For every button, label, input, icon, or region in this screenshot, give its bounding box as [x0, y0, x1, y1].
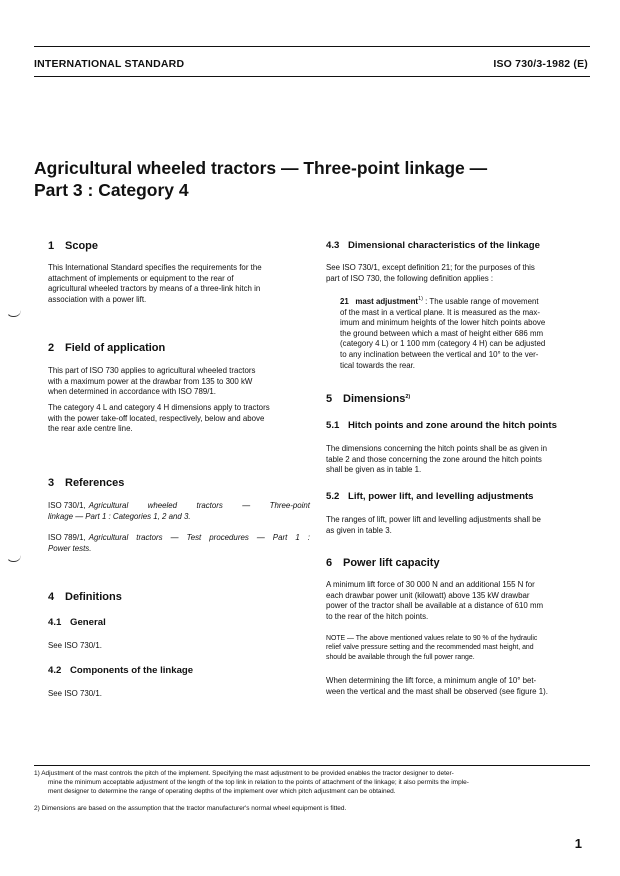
section-4-2-heading: 4.2 Components of the linkage [48, 665, 194, 676]
section-2-paragraph-1: This part of ISO 730 applies to agricultural wheeled tractors with a maximum power at the drawbar from 135 to 300 kW when determined in accordance with ISO 789/1. [48, 366, 256, 397]
footnote-separator [34, 765, 590, 766]
document-title [34, 157, 594, 201]
definition-21-mast-adjustment: 21 mast adjustment$^{1)}$ : The usable range of movement of the mast in a vertical plane. It is measured as the max- imum and minimum heights of the lower hitch points above the ground between which a mast of height either 686 mm (category 4 L) or 1 100 mm (category 4 H) can be adjusted to any inclination between the vertical and 10° to the ver- tical towards the rear. [340, 296, 546, 370]
section-2-paragraph-2: The category 4 L and category 4 H dimensions apply to tractors with the power take-off located, respectively, below and above the rear axle centre line. [48, 403, 270, 434]
header-bottom-rule [34, 76, 590, 77]
standard-number-label: ISO 730/3-1982 (E) [493, 58, 588, 70]
section-6-paragraph-1: A minimum lift force of 30 000 N and an additional 155 N for each drawbar power unit (kilowatt) above 135 kW drawbar power of the tractor shall be available at a distance of 610 mm to the rear of the hitch points. [326, 580, 544, 621]
section-4-3-heading: 4.3 Dimensional characteristics of the linkage [326, 240, 540, 251]
page-number: 1 [574, 836, 582, 851]
margin-hole-mark-bottom [6, 555, 21, 562]
standard-type-label: INTERNATIONAL STANDARD [34, 58, 185, 70]
title-line-1: Agricultural wheeled tractors — Three-point linkage — [34, 158, 488, 178]
section-6-note: NOTE — The above mentioned values relate to 90 % of the hydraulic relief valve pressure setting and the recommended mast height, and should be available through the full power range. [326, 635, 538, 661]
section-1-heading: 1 Scope [48, 240, 99, 252]
section-3-heading: 3 References [48, 477, 125, 489]
reference-iso-789-1: ISO 789/1, Agricultural tractors — Test procedures — Part 1 : Power tests. [48, 533, 310, 553]
footnote-2: 2) Dimensions are based on the assumption that the tractor manufacturer's normal wheel equipment is fitted. [34, 805, 347, 812]
section-5-1-heading: 5.1 Hitch points and zone around the hitch points [326, 420, 557, 431]
section-4-1-text: See ISO 730/1. [48, 641, 102, 650]
section-6-heading: 6 Power lift capacity [326, 557, 440, 569]
section-5-2-text: The ranges of lift, power lift and levelling adjustments shall be as given in table 3. [326, 515, 541, 535]
section-5-2-heading: 5.2 Lift, power lift, and levelling adjustments [326, 491, 534, 502]
section-4-1-heading: 4.1 General [48, 617, 106, 628]
section-4-heading: 4 Definitions [48, 591, 122, 603]
header-top-rule [34, 46, 590, 47]
reference-iso-730-1: ISO 730/1, Agricultural wheeled tractors — Three-point linkage — Part 1 : Categories 1, 2 and 3. [48, 501, 310, 521]
section-2-heading: 2 Field of application [48, 342, 166, 354]
section-6-paragraph-2: When determining the lift force, a minimum angle of 10° bet- ween the vertical and the mast shall be observed (see figure 1). [326, 676, 548, 696]
section-4-2-text: See ISO 730/1. [48, 689, 102, 698]
section-5-heading: 5 Dimensions$^{2)}$ [326, 393, 411, 405]
section-4-3-text: See ISO 730/1, except definition 21; for the purposes of this part of ISO 730, the following definition applies : [326, 263, 535, 283]
title-line-2: Part 3 : Category 4 [34, 180, 189, 200]
footnote-1: 1) Adjustment of the mast controls the pitch of the implement. Specifying the mast adjustment to be provided enables the tractor designer to deter- mine the minimum acceptable adjustment of the length of the top link in relation to the points of attachment of the linkage; it also permits the imple- ment designer to determine the range of operating depths of the implement over which pitch adjustment can be obtained. [34, 770, 469, 795]
margin-hole-mark-top [6, 310, 21, 317]
section-5-1-text: The dimensions concerning the hitch points shall be as given in table 2 and those concerning the zone around the hitch points shall be given as in table 1. [326, 444, 548, 475]
section-1-text: This International Standard specifies the requirements for the attachment of implements or equipment to the rear of agricultural wheeled tractors by means of a three-link hitch in association with a power lift. [48, 263, 262, 304]
